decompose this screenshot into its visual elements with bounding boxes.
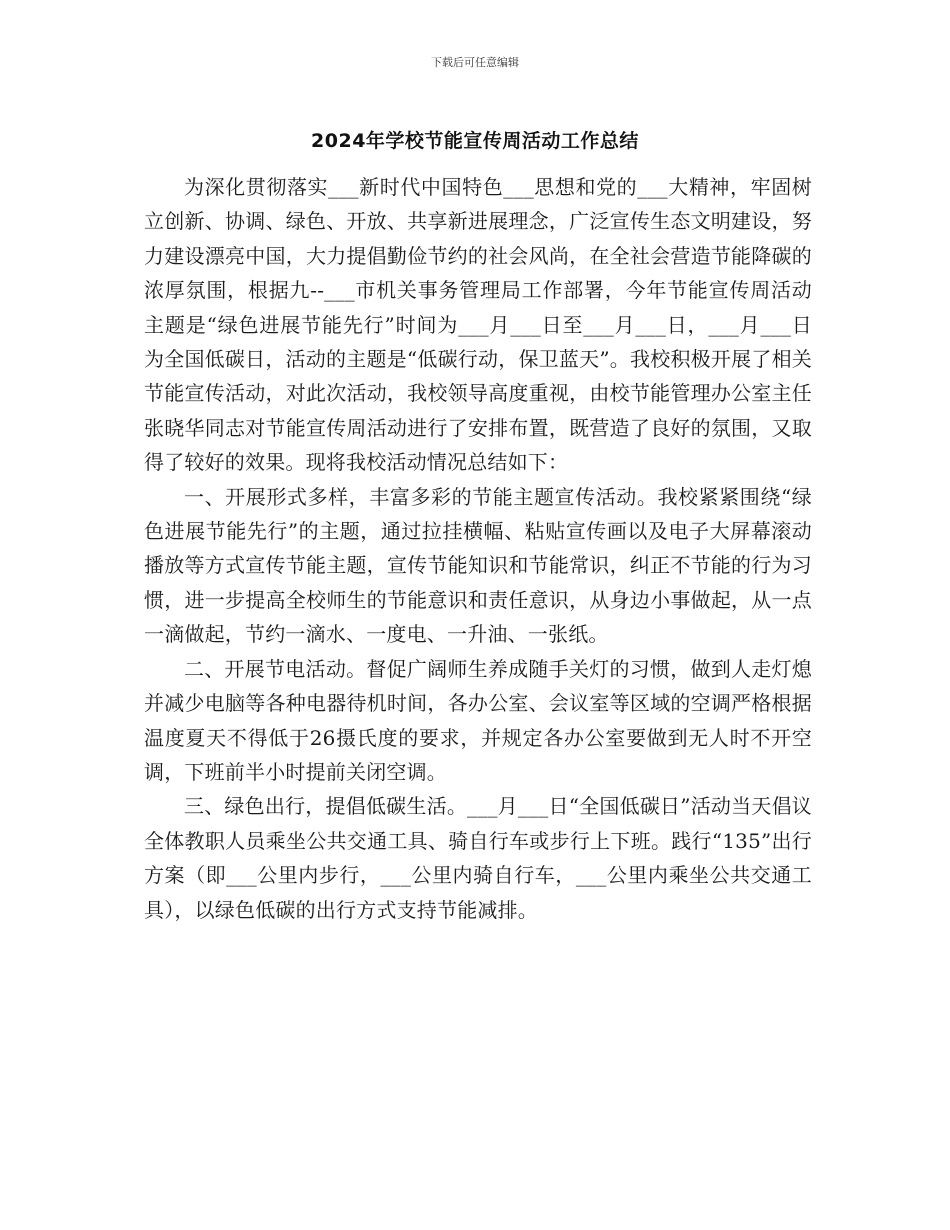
document-body (144, 170, 812, 927)
paragraph-intro: 为深化贯彻落实___新时代中国特色___思想和党的___大精神，牢固树立创新、协调、绿色、开放、共享新进展理念，广泛宣传生态文明建设，努力建设漂亮中国，大力提倡勤俭节约的社会风尚，在全社会营造节能降碳的浓厚氛围，根据九--___市机关事务管理局工作部署，今年节能宣传周活动主题是“绿色进展节能先行”时间为___月___日至___月___日，___月___日为全国低碳日，活动的主题是“低碳行动，保卫蓝天”。我校积极开展了相关节能宣传活动，对此次活动，我校领导高度重视，由校节能管理办公室主任张晓华同志对节能宣传周活动进行了安排布置，既营造了良好的氛围，又取得了较好的效果。现将我校活动情况总结如下： (144, 175, 812, 475)
document-title: 2024年学校节能宣传周活动工作总结 (311, 130, 639, 152)
paragraph-section-3: 三、绿色出行，提倡低碳生活。___月___日“全国低碳日”活动当天倡议全体教职人员乘坐公共交通工具、骑自行车或步行上下班。践行“135”出行方案（即___公里内步行，___公里内骑自行车，___公里内乘坐公共交通工具），以绿色低碳的出行方式支持节能减排。 (144, 794, 812, 922)
header-note: 下载后可任意编辑 (431, 56, 519, 69)
paragraph-section-1: 一、开展形式多样，丰富多彩的节能主题宣传活动。我校紧紧围绕“绿色进展节能先行”的主题，通过拉挂横幅、粘贴宣传画以及电子大屏幕滚动播放等方式宣传节能主题，宣传节能知识和节能常识，纠正不节能的行为习惯，进一步提高全校师生的节能意识和责任意识，从身边小事做起，从一点一滴做起，节约一滴水、一度电、一升油、一张纸。 (144, 484, 812, 647)
paragraph-section-2: 二、开展节电活动。督促广阔师生养成随手关灯的习惯，做到人走灯熄并减少电脑等各种电器待机时间，各办公室、会议室等区域的空调严格根据温度夏天不得低于26摄氏度的要求，并规定各办公室要做到无人时不开空调，下班前半小时提前关闭空调。 (144, 656, 812, 784)
